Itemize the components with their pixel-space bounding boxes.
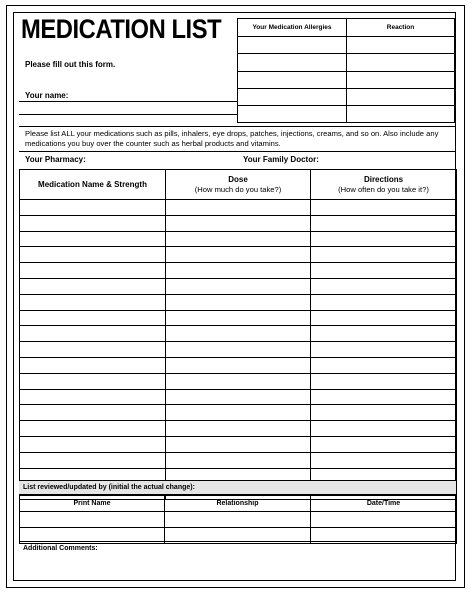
table-cell[interactable] [311,215,457,231]
table-cell[interactable] [166,373,311,389]
table-cell[interactable] [20,512,165,528]
medication-row [20,389,457,405]
table-cell[interactable] [166,342,311,358]
table-cell[interactable] [166,357,311,373]
table-cell[interactable] [20,215,166,231]
doctor-label: Your Family Doctor: [243,155,319,164]
table-cell[interactable] [166,389,311,405]
allergy-row [238,71,455,88]
table-cell[interactable] [347,71,455,88]
medication-row [20,278,457,294]
review-heading: List reviewed/updated by (initial the actual change): [19,480,456,495]
medication-row [20,326,457,342]
medication-row [20,342,457,358]
allergy-row [238,37,455,54]
table-cell[interactable] [166,278,311,294]
table-cell[interactable] [166,421,311,437]
table-cell[interactable] [20,231,166,247]
table-cell[interactable] [311,389,457,405]
dose-subheader: (How much do you take?) [194,185,282,194]
allergy-row [238,54,455,71]
table-cell[interactable] [20,357,166,373]
allergy-column-header: Your Medication Allergies [238,19,347,37]
table-cell[interactable] [311,326,457,342]
table-cell[interactable] [311,231,457,247]
table-cell[interactable] [238,71,347,88]
fill-instruction: Please fill out this form. [25,60,116,69]
table-cell[interactable] [311,200,457,216]
table-cell[interactable] [311,278,457,294]
allergy-table [237,18,455,123]
additional-comments[interactable] [19,541,456,578]
relationship-header: Relationship [165,496,311,512]
directions-subheader: (How often do you take it?) [338,185,429,194]
dose-header: Dose (How much do you take?) [166,170,311,200]
medication-row [20,263,457,279]
table-cell[interactable] [311,247,457,263]
table-cell[interactable] [311,294,457,310]
table-cell[interactable] [238,88,347,105]
name-label: Your name: [25,91,69,100]
table-cell[interactable] [166,215,311,231]
table-cell[interactable] [20,326,166,342]
instructions-text: Please list ALL your medications such as pills, inhalers, eye drops, patches, injections, creams, and so on. Also include any medications you buy over the counter such as herbal products and vitamins. [19,126,456,152]
medication-row [20,231,457,247]
medication-row [20,436,457,452]
date-time-header: Date/Time [311,496,457,512]
page-title: MEDICATION LIST [21,14,222,44]
table-cell[interactable] [166,452,311,468]
table-cell[interactable] [311,310,457,326]
table-cell[interactable] [166,405,311,421]
table-cell[interactable] [347,106,455,123]
table-cell[interactable] [311,357,457,373]
table-cell[interactable] [166,231,311,247]
medication-table [19,169,457,500]
table-cell[interactable] [166,326,311,342]
name-field-underline [19,114,237,115]
table-cell[interactable] [311,342,457,358]
print-name-header: Print Name [20,496,165,512]
table-cell[interactable] [347,88,455,105]
table-cell[interactable] [347,54,455,71]
table-cell[interactable] [311,436,457,452]
table-cell[interactable] [166,263,311,279]
table-cell[interactable] [20,436,166,452]
table-cell[interactable] [20,247,166,263]
table-cell[interactable] [311,421,457,437]
pharmacy-label: Your Pharmacy: [25,155,86,164]
medication-row [20,310,457,326]
table-cell[interactable] [165,512,311,528]
table-cell[interactable] [20,452,166,468]
table-cell[interactable] [166,310,311,326]
table-cell[interactable] [20,294,166,310]
medication-row [20,247,457,263]
reaction-column-header: Reaction [347,19,455,37]
medication-name-header: Medication Name & Strength [20,170,166,200]
table-cell[interactable] [20,200,166,216]
table-cell[interactable] [166,200,311,216]
comments-label: Additional Comments: [23,545,98,552]
medication-row [20,294,457,310]
table-cell[interactable] [238,106,347,123]
name-field[interactable] [19,101,237,102]
table-cell[interactable] [20,421,166,437]
table-cell[interactable] [311,452,457,468]
table-cell[interactable] [20,310,166,326]
medication-row [20,200,457,216]
table-cell[interactable] [311,263,457,279]
allergy-row [238,106,455,123]
table-cell[interactable] [166,294,311,310]
medication-row [20,405,457,421]
allergy-row [238,88,455,105]
table-cell[interactable] [238,37,347,54]
table-cell[interactable] [20,263,166,279]
table-cell[interactable] [20,278,166,294]
medication-row [20,357,457,373]
directions-header: Directions (How often do you take it?) [311,170,457,200]
table-cell[interactable] [311,512,457,528]
table-cell[interactable] [166,247,311,263]
table-cell[interactable] [347,37,455,54]
table-cell[interactable] [238,54,347,71]
medication-row [20,421,457,437]
medication-row [20,373,457,389]
table-cell[interactable] [20,405,166,421]
medication-row [20,452,457,468]
table-cell[interactable] [20,373,166,389]
table-cell[interactable] [20,342,166,358]
table-cell[interactable] [166,436,311,452]
table-cell[interactable] [311,405,457,421]
table-cell[interactable] [311,373,457,389]
table-cell[interactable] [20,389,166,405]
review-table [19,495,457,544]
medication-row [20,215,457,231]
review-row [20,512,457,528]
